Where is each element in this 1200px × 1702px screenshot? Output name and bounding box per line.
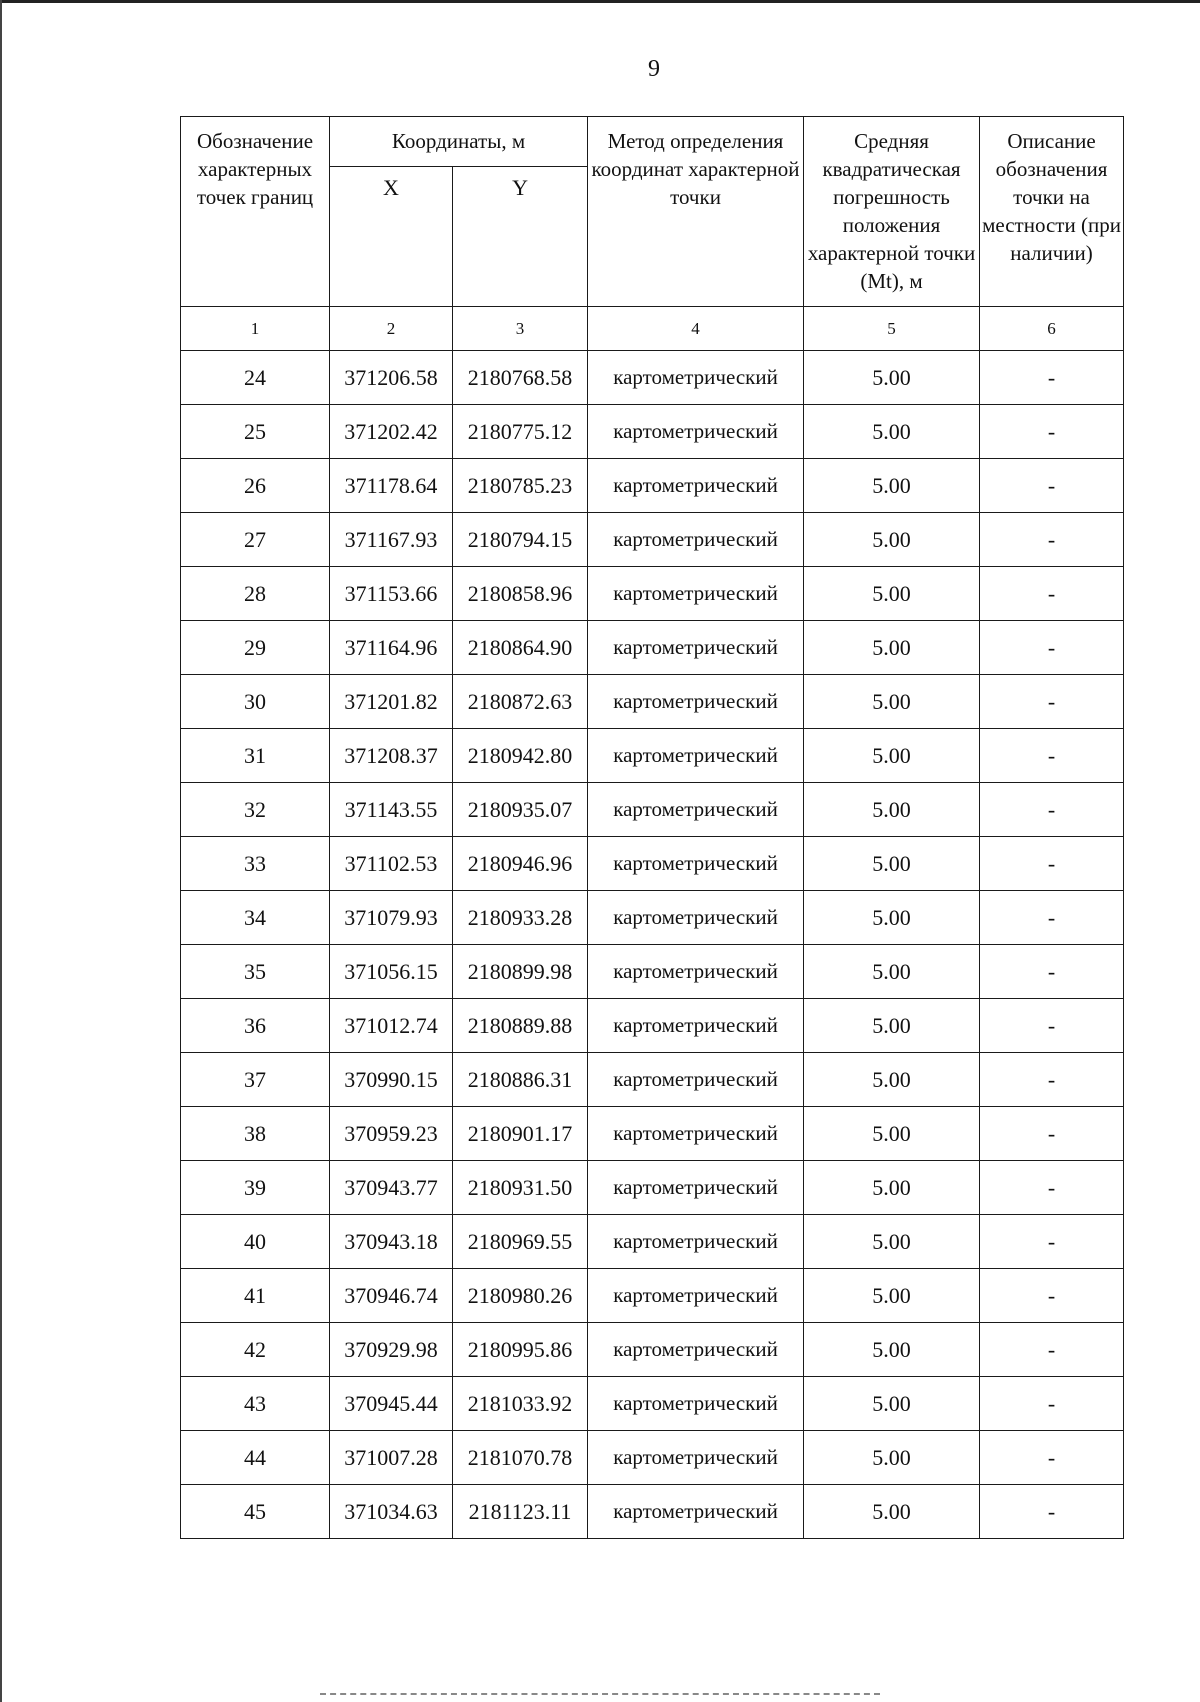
cell-x: 371056.15	[330, 945, 453, 999]
table-row	[181, 351, 1124, 405]
cell-error: 5.00	[804, 513, 980, 567]
cell-description: -	[980, 351, 1124, 405]
cell-description: -	[980, 459, 1124, 513]
table-row	[181, 1323, 1124, 1377]
column-number: 5	[804, 307, 980, 351]
cell-x: 371079.93	[330, 891, 453, 945]
cell-point: 38	[181, 1107, 330, 1161]
cell-description: -	[980, 1323, 1124, 1377]
cell-point: 44	[181, 1431, 330, 1485]
cell-method: картометрический	[588, 729, 804, 783]
cell-error: 5.00	[804, 675, 980, 729]
table-header	[181, 117, 1124, 351]
column-number: 3	[453, 307, 588, 351]
cell-x: 371143.55	[330, 783, 453, 837]
table-row	[181, 945, 1124, 999]
cell-x: 370959.23	[330, 1107, 453, 1161]
cell-method: картометрический	[588, 1377, 804, 1431]
cell-point: 30	[181, 675, 330, 729]
cell-y: 2180775.12	[453, 405, 588, 459]
table-row	[181, 1161, 1124, 1215]
cell-description: -	[980, 567, 1124, 621]
scan-top-edge	[0, 0, 1200, 3]
cell-error: 5.00	[804, 999, 980, 1053]
table-body	[181, 351, 1124, 1539]
cell-y: 2180872.63	[453, 675, 588, 729]
cell-error: 5.00	[804, 1269, 980, 1323]
cell-method: картометрический	[588, 1053, 804, 1107]
cell-y: 2180980.26	[453, 1269, 588, 1323]
cell-y: 2180785.23	[453, 459, 588, 513]
table-row	[181, 1107, 1124, 1161]
table-row	[181, 1485, 1124, 1539]
table-row	[181, 459, 1124, 513]
cell-error: 5.00	[804, 1431, 980, 1485]
cell-y: 2180889.88	[453, 999, 588, 1053]
cell-x: 371153.66	[330, 567, 453, 621]
cell-description: -	[980, 837, 1124, 891]
cell-x: 371206.58	[330, 351, 453, 405]
cell-description: -	[980, 945, 1124, 999]
cell-description: -	[980, 1269, 1124, 1323]
cell-point: 33	[181, 837, 330, 891]
column-number: 1	[181, 307, 330, 351]
cell-point: 28	[181, 567, 330, 621]
cell-y: 2180931.50	[453, 1161, 588, 1215]
header-method: Метод определения координат характерной точки	[588, 117, 804, 307]
cell-error: 5.00	[804, 1161, 980, 1215]
cell-y: 2180864.90	[453, 621, 588, 675]
column-number: 6	[980, 307, 1124, 351]
cell-error: 5.00	[804, 459, 980, 513]
cell-y: 2180942.80	[453, 729, 588, 783]
column-number: 4	[588, 307, 804, 351]
cell-x: 371178.64	[330, 459, 453, 513]
cell-method: картометрический	[588, 675, 804, 729]
cell-description: -	[980, 1431, 1124, 1485]
cell-y: 2180858.96	[453, 567, 588, 621]
cell-y: 2180794.15	[453, 513, 588, 567]
cell-x: 371034.63	[330, 1485, 453, 1539]
cell-point: 27	[181, 513, 330, 567]
cell-y: 2180899.98	[453, 945, 588, 999]
cell-error: 5.00	[804, 891, 980, 945]
table-row	[181, 405, 1124, 459]
cell-description: -	[980, 729, 1124, 783]
cell-point: 29	[181, 621, 330, 675]
cell-point: 43	[181, 1377, 330, 1431]
table-row	[181, 1053, 1124, 1107]
cell-x: 370929.98	[330, 1323, 453, 1377]
cell-point: 25	[181, 405, 330, 459]
cell-error: 5.00	[804, 351, 980, 405]
cell-error: 5.00	[804, 1323, 980, 1377]
cell-y: 2180946.96	[453, 837, 588, 891]
table-row	[181, 1215, 1124, 1269]
header-x: X	[330, 167, 453, 307]
cell-point: 41	[181, 1269, 330, 1323]
cell-point: 39	[181, 1161, 330, 1215]
cell-method: картометрический	[588, 1215, 804, 1269]
cell-y: 2180901.17	[453, 1107, 588, 1161]
cell-method: картометрический	[588, 1431, 804, 1485]
cell-error: 5.00	[804, 1053, 980, 1107]
cell-error: 5.00	[804, 621, 980, 675]
cell-method: картометрический	[588, 405, 804, 459]
table-row	[181, 1377, 1124, 1431]
cell-y: 2180935.07	[453, 783, 588, 837]
page-number: 9	[648, 56, 660, 82]
cell-x: 371012.74	[330, 999, 453, 1053]
cell-point: 35	[181, 945, 330, 999]
cell-method: картометрический	[588, 1323, 804, 1377]
header-description: Описание обозначения точки на местности (при наличии)	[980, 117, 1124, 307]
cell-error: 5.00	[804, 405, 980, 459]
cell-description: -	[980, 621, 1124, 675]
cell-description: -	[980, 999, 1124, 1053]
cell-point: 37	[181, 1053, 330, 1107]
cell-description: -	[980, 783, 1124, 837]
cell-point: 42	[181, 1323, 330, 1377]
table-row	[181, 783, 1124, 837]
column-number-row	[181, 307, 1124, 351]
cell-y: 2181070.78	[453, 1431, 588, 1485]
cell-description: -	[980, 1107, 1124, 1161]
cell-description: -	[980, 1053, 1124, 1107]
cell-y: 2180969.55	[453, 1215, 588, 1269]
cell-description: -	[980, 891, 1124, 945]
cell-method: картометрический	[588, 837, 804, 891]
cell-x: 371208.37	[330, 729, 453, 783]
cell-point: 32	[181, 783, 330, 837]
column-number: 2	[330, 307, 453, 351]
cell-description: -	[980, 1485, 1124, 1539]
cell-method: картометрический	[588, 513, 804, 567]
cell-y: 2181033.92	[453, 1377, 588, 1431]
header-point-designation: Обозначение характерных точек границ	[181, 117, 330, 307]
cell-error: 5.00	[804, 783, 980, 837]
cell-method: картометрический	[588, 567, 804, 621]
cell-description: -	[980, 513, 1124, 567]
cell-x: 370990.15	[330, 1053, 453, 1107]
cell-method: картометрический	[588, 891, 804, 945]
cell-error: 5.00	[804, 1377, 980, 1431]
cell-y: 2180886.31	[453, 1053, 588, 1107]
cell-method: картометрический	[588, 1107, 804, 1161]
coordinates-table	[180, 116, 1124, 1539]
cell-method: картометрический	[588, 945, 804, 999]
cell-description: -	[980, 1215, 1124, 1269]
cell-error: 5.00	[804, 567, 980, 621]
cell-x: 371201.82	[330, 675, 453, 729]
cell-point: 31	[181, 729, 330, 783]
cell-x: 370943.77	[330, 1161, 453, 1215]
table-row	[181, 1431, 1124, 1485]
cell-x: 371202.42	[330, 405, 453, 459]
table-row	[181, 567, 1124, 621]
cell-point: 36	[181, 999, 330, 1053]
cell-error: 5.00	[804, 1215, 980, 1269]
cell-method: картометрический	[588, 783, 804, 837]
cell-method: картометрический	[588, 459, 804, 513]
cell-error: 5.00	[804, 729, 980, 783]
table-row	[181, 621, 1124, 675]
cell-y: 2180933.28	[453, 891, 588, 945]
header-coordinates: Координаты, м	[330, 117, 588, 167]
cell-point: 24	[181, 351, 330, 405]
cell-error: 5.00	[804, 945, 980, 999]
table-row	[181, 891, 1124, 945]
cell-y: 2180995.86	[453, 1323, 588, 1377]
table-row	[181, 729, 1124, 783]
cell-x: 371102.53	[330, 837, 453, 891]
table-row	[181, 675, 1124, 729]
cell-method: картометрический	[588, 1485, 804, 1539]
table-row	[181, 837, 1124, 891]
cell-error: 5.00	[804, 1107, 980, 1161]
cell-x: 370946.74	[330, 1269, 453, 1323]
cell-description: -	[980, 1377, 1124, 1431]
cell-error: 5.00	[804, 1485, 980, 1539]
cell-point: 26	[181, 459, 330, 513]
table-row	[181, 1269, 1124, 1323]
table-row	[181, 513, 1124, 567]
cell-method: картометрический	[588, 999, 804, 1053]
cell-method: картометрический	[588, 351, 804, 405]
cell-method: картометрический	[588, 1161, 804, 1215]
header-y: Y	[453, 167, 588, 307]
cell-point: 45	[181, 1485, 330, 1539]
header-error: Средняя квадратическая погрешность положения характерной точки (Mt), м	[804, 117, 980, 307]
cell-point: 40	[181, 1215, 330, 1269]
scan-left-edge	[0, 0, 2, 1702]
bottom-scan-mark	[320, 1693, 880, 1697]
cell-method: картометрический	[588, 1269, 804, 1323]
cell-x: 371167.93	[330, 513, 453, 567]
cell-description: -	[980, 405, 1124, 459]
cell-x: 370945.44	[330, 1377, 453, 1431]
cell-point: 34	[181, 891, 330, 945]
cell-x: 371164.96	[330, 621, 453, 675]
table-row	[181, 999, 1124, 1053]
cell-description: -	[980, 1161, 1124, 1215]
cell-method: картометрический	[588, 621, 804, 675]
cell-x: 370943.18	[330, 1215, 453, 1269]
cell-error: 5.00	[804, 837, 980, 891]
cell-description: -	[980, 675, 1124, 729]
cell-y: 2180768.58	[453, 351, 588, 405]
cell-y: 2181123.11	[453, 1485, 588, 1539]
cell-x: 371007.28	[330, 1431, 453, 1485]
